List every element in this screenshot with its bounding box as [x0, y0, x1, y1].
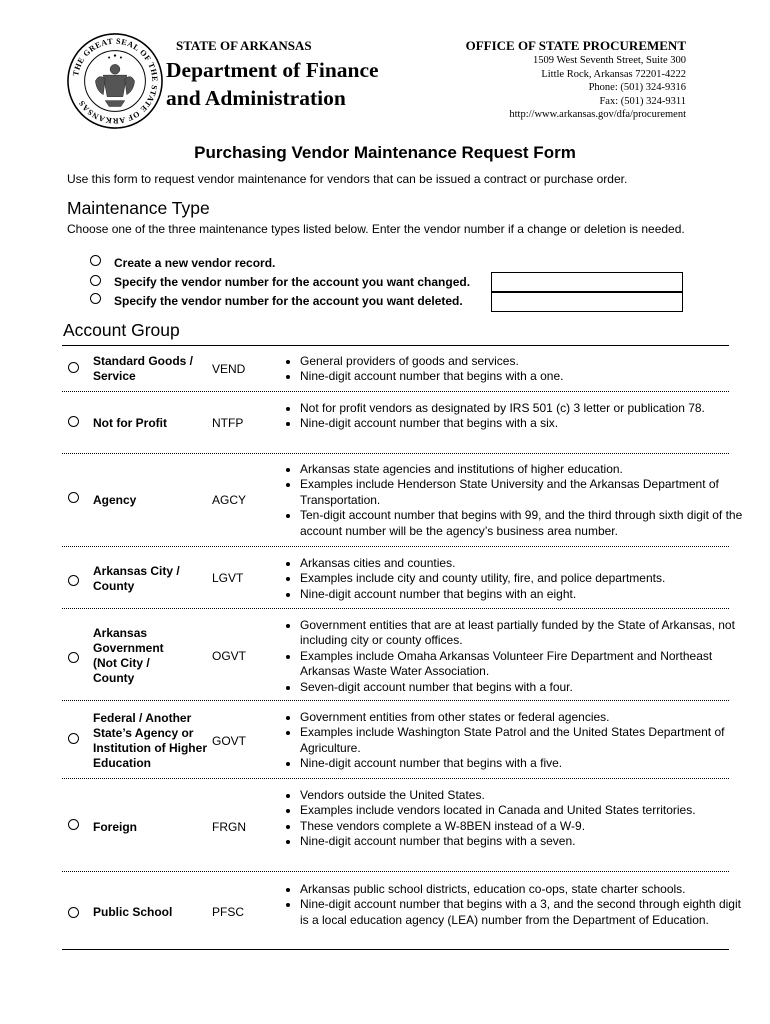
group-code: AGCY — [212, 493, 247, 507]
group-bullet: • Arkansas public school districts, education co-ops, state charter schools. — [300, 882, 750, 897]
address-street: 1509 West Seventh Street, Suite 300 — [533, 55, 686, 66]
group-description-list — [270, 462, 750, 539]
frgn-radio[interactable] — [68, 819, 79, 830]
group-name: Agency — [93, 493, 137, 507]
group-bullet: • Nine-digit account number that begins with a six. — [300, 416, 750, 431]
group-name: Not for Profit — [93, 416, 167, 430]
group-bullet: • Examples include vendors located in Canada and United States territories. — [300, 803, 750, 818]
group-code: LGVT — [212, 571, 244, 585]
table-top-rule — [62, 345, 729, 346]
group-name: Arkansas Government (Not City / County — [93, 626, 164, 685]
group-code: GOVT — [212, 734, 247, 748]
account-group-row-lgvt — [62, 547, 730, 607]
group-bullet: • Vendors outside the United States. — [300, 788, 750, 803]
state-seal-logo — [66, 32, 164, 130]
group-bullet: • Nine-digit account number that begins with an eight. — [300, 587, 750, 602]
department-line-1: Department of Finance — [166, 58, 379, 82]
account-group-heading: Account Group — [63, 320, 180, 340]
create-vendor-radio[interactable] — [90, 255, 101, 266]
vend-radio[interactable] — [68, 362, 79, 373]
group-name: Federal / Another State’s Agency or Institution of Higher Education — [93, 711, 207, 770]
department-name — [166, 56, 379, 112]
address-url[interactable]: http://www.arkansas.gov/dfa/procurement — [509, 109, 686, 121]
group-description-list — [270, 882, 750, 928]
group-code: OGVT — [212, 649, 247, 663]
lgvt-radio[interactable] — [68, 575, 79, 586]
group-description-list — [270, 710, 750, 772]
group-bullet: • Not for profit vendors as designated by IRS 501 (c) 3 letter or publication 78. — [300, 401, 750, 416]
address-fax: Fax: (501) 324-9311 — [599, 95, 686, 107]
account-group-row-vend — [62, 347, 730, 391]
group-bullet: • Ten-digit account number that begins with 99, and the third through sixth digit of the account number will be the agency’s business area number. — [300, 508, 750, 539]
pfsc-radio[interactable] — [68, 907, 79, 918]
group-code: PFSC — [212, 905, 245, 919]
group-name: Foreign — [93, 820, 137, 834]
table-bottom-rule — [62, 949, 729, 950]
group-bullet: • Nine-digit account number that begins with a five. — [300, 756, 750, 771]
address-phone: Phone: (501) 324-9316 — [588, 82, 686, 94]
form-intro: Use this form to request vendor maintenance for vendors that can be issued a contract or purchase order. — [67, 172, 628, 186]
govt-radio[interactable] — [68, 733, 79, 744]
change-vendor-option-label: Specify the vendor number for the account you want changed. — [114, 275, 471, 289]
group-code: VEND — [212, 362, 246, 376]
group-bullet: • Government entities that are at least partially funded by the State of Arkansas, not including city or county offices. — [300, 618, 750, 649]
account-group-row-pfsc — [62, 872, 741, 948]
group-bullet: • Arkansas cities and counties. — [300, 556, 750, 571]
change-vendor-radio[interactable] — [90, 275, 101, 286]
group-bullet: • Examples include Henderson State University and the Arkansas Department of Transportation. — [300, 477, 750, 508]
address-city: Little Rock, Arkansas 72201-4222 — [541, 68, 686, 80]
account-group-row-ogvt — [62, 609, 735, 701]
group-bullet: • Nine-digit account number that begins with a 3, and the second through eighth digit is a local education agency (LEA) number from the Department of Education. — [300, 897, 750, 928]
group-code: FRGN — [212, 820, 246, 834]
group-bullet: • Arkansas state agencies and institutions of higher education. — [300, 462, 750, 477]
account-group-row-govt — [62, 701, 730, 779]
office-address — [509, 54, 686, 122]
maintenance-type-description: Choose one of the three maintenance types listed below. Enter the vendor number if a change or deletion is needed. — [67, 222, 685, 236]
state-name: STATE OF ARKANSAS — [176, 38, 312, 53]
group-bullet: • Seven-digit account number that begins with a four. — [300, 680, 750, 695]
changed-vendor-number-input[interactable] — [491, 272, 683, 292]
group-bullet: • Nine-digit account number that begins with a seven. — [300, 834, 750, 849]
svg-text:THE GREAT SEAL OF THE STATE OF: THE GREAT SEAL OF THE STATE OF ARKANSAS — [71, 36, 160, 126]
create-vendor-option-label: Create a new vendor record. — [114, 256, 276, 270]
department-line-2: and Administration — [166, 86, 346, 110]
group-description-list — [270, 788, 750, 850]
group-bullet: • Examples include city and county utility, fire, and police departments. — [300, 571, 750, 586]
group-bullet: • Nine-digit account number that begins with a one. — [300, 369, 750, 384]
group-bullet: • Government entities from other states or federal agencies. — [300, 710, 750, 725]
maintenance-type-heading: Maintenance Type — [67, 198, 210, 218]
account-group-row-agcy — [62, 454, 743, 546]
group-description-list — [270, 556, 750, 602]
group-code: NTFP — [212, 416, 244, 430]
delete-vendor-radio[interactable] — [90, 293, 101, 304]
group-name: Public School — [93, 905, 173, 919]
group-description-list — [270, 354, 750, 385]
group-bullet: • General providers of goods and services. — [300, 354, 750, 369]
form-title: Purchasing Vendor Maintenance Request Form — [194, 143, 576, 162]
group-description-list — [270, 618, 750, 695]
delete-vendor-option-label: Specify the vendor number for the account you want deleted. — [114, 294, 463, 308]
group-bullet: • These vendors complete a W-8BEN instead of a W-9. — [300, 819, 750, 834]
ogvt-radio[interactable] — [68, 652, 79, 663]
office-name: OFFICE OF STATE PROCUREMENT — [465, 38, 686, 53]
group-name: Arkansas City / County — [93, 564, 180, 593]
deleted-vendor-number-input[interactable] — [491, 292, 683, 312]
account-group-row-ntfp — [62, 392, 730, 454]
ntfp-radio[interactable] — [68, 416, 79, 427]
group-bullet: • Examples include Washington State Patrol and the United States Department of Agriculture. — [300, 725, 750, 756]
agcy-radio[interactable] — [68, 492, 79, 503]
group-bullet: • Examples include Omaha Arkansas Volunteer Fire Department and Northeast Arkansas Waste Water Association. — [300, 649, 750, 680]
group-name: Standard Goods / Service — [93, 354, 194, 383]
group-description-list — [270, 401, 750, 432]
account-group-row-frgn — [62, 779, 730, 871]
